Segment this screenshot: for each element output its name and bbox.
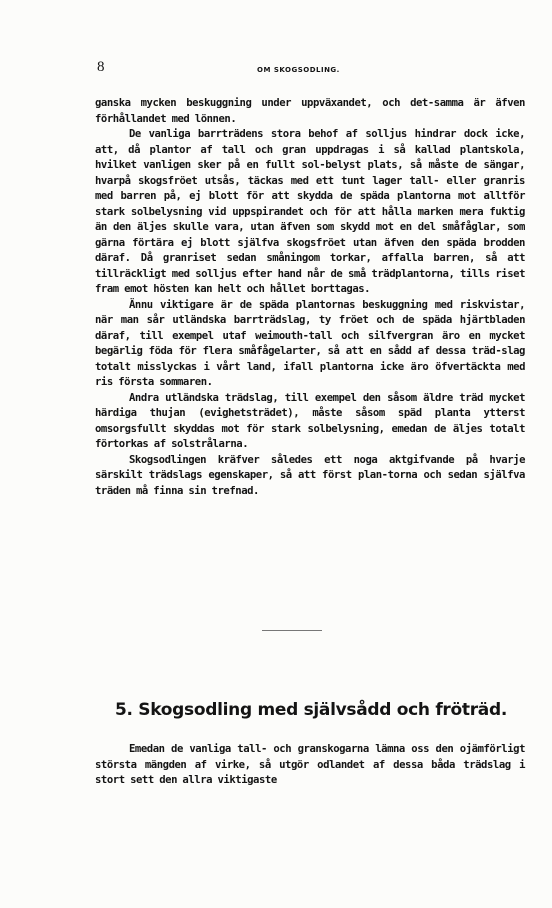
body-text [95,96,525,499]
paragraph: Andra utländska trädslag, till exempel den såsom äldre träd mycket härdiga thujan (evighetsträdet), måste såsom späd planta ytterst omsorgsfullt skyddas mot för stark solbelysning, emedan de äljes totalt förtorkas af solstrålarna. [95,391,525,450]
section-body [95,742,525,789]
paragraph: Emedan de vanliga tall- och granskogarna lämna oss den ojämförligt största mängden af virke, så utgör odlandet af dessa båda trädslag i stort sett den allra viktigaste [95,743,525,786]
paragraph: Ännu viktigare är de späda plantornas beskuggning med riskvistar, när man sår utländska barrträdslag, ty fröet och de späda hjärtbladen däraf, till exempel utaf weimouth-tall och silfvergran äro en mycket begärlig föda för flera småfågelarter, så att en sådd af dessa träd-slag totalt misslyckas i vårt land, ifall plantorna icke äro öfvertäckta med ris första sommaren. [95,298,525,388]
paragraph: De vanliga barrträdens stora behof af solljus hindrar dock icke, att, då plantor af tall och gran uppdragas i så kallad plantskola, hvilket vanligen sker på en fullt sol-belyst plats, så måste de sängar, hvarpå skogsfröet utsås, täckas med ett tunt lager tall- eller granris med barren på, ej blott för att skydda de späda plantorna mot alltför stark solbelysning vid uppspirandet och för att hålla marken mera fuktig än den äljes skulle vara, utan äfven som skydd mot en del småfåglar, som gärna förtära ej blott själfva skogsfröet utan äfven den späda brodden däraf. Då granriset sedan småningom torkar, affalla barren, så att tillräckligt med solljus efter hand når de små trädplantorna, tills riset fram emot hösten kan helt och hållet borttagas. [95,128,525,295]
paragraph: ganska mycken beskuggning under uppväxandet, och det-samma är äfven förhållandet med lönnen. [95,97,525,125]
paragraph: Skogsodlingen kräfver således ett noga aktgifvande på hvarje särskilt trädslags egenskaper, så att först plan-torna och sedan själfva träden må finna sin trefnad. [95,453,525,497]
page-number: 8 [97,59,105,75]
section-heading: 5. Skogsodling med självsådd och fröträd. [114,700,507,720]
running-head: OM SKOGSODLING. [257,66,340,74]
section-divider [262,630,322,631]
